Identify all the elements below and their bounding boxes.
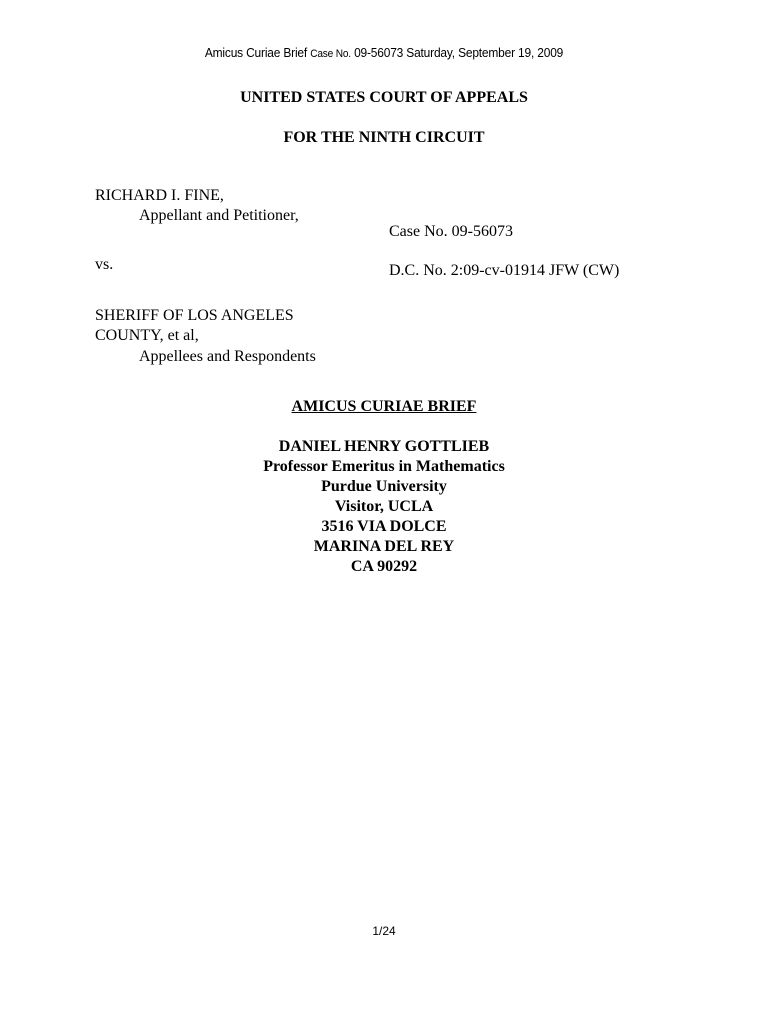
- header-case-label: Case No.: [310, 48, 351, 60]
- versus: vs.: [95, 256, 114, 273]
- appellant-role: Appellant and Petitioner,: [139, 207, 299, 224]
- appellee-name-line2: COUNTY, et al,: [95, 327, 199, 344]
- court-title: UNITED STATES COURT OF APPEALS: [240, 89, 528, 106]
- running-header: [31, 45, 738, 60]
- page-number: 1/24: [372, 924, 396, 938]
- author-state-zip: CA 90292: [350, 558, 418, 575]
- author-city: MARINA DEL REY: [313, 538, 455, 555]
- appellee-name-line1: SHERIFF OF LOS ANGELES: [95, 307, 294, 324]
- author-title: Professor Emeritus in Mathematics: [263, 458, 505, 475]
- appellee-role: Appellees and Respondents: [139, 348, 316, 365]
- header-case-date: 09-56073 Saturday, September 19, 2009: [354, 45, 564, 60]
- district-court-number: D.C. No. 2:09-cv-01914 JFW (CW): [389, 262, 620, 279]
- case-number: Case No. 09-56073: [389, 223, 513, 240]
- appellant-name: RICHARD I. FINE,: [95, 187, 224, 204]
- brief-title: AMICUS CURIAE BRIEF: [291, 398, 477, 415]
- author-street: 3516 VIA DOLCE: [321, 518, 447, 535]
- header-prefix: Amicus Curiae Brief: [204, 45, 308, 60]
- author-university: Purdue University: [321, 478, 447, 495]
- author-name: DANIEL HENRY GOTTLIEB: [278, 438, 490, 455]
- author-visitor: Visitor, UCLA: [334, 498, 434, 515]
- circuit-title: FOR THE NINTH CIRCUIT: [283, 129, 485, 146]
